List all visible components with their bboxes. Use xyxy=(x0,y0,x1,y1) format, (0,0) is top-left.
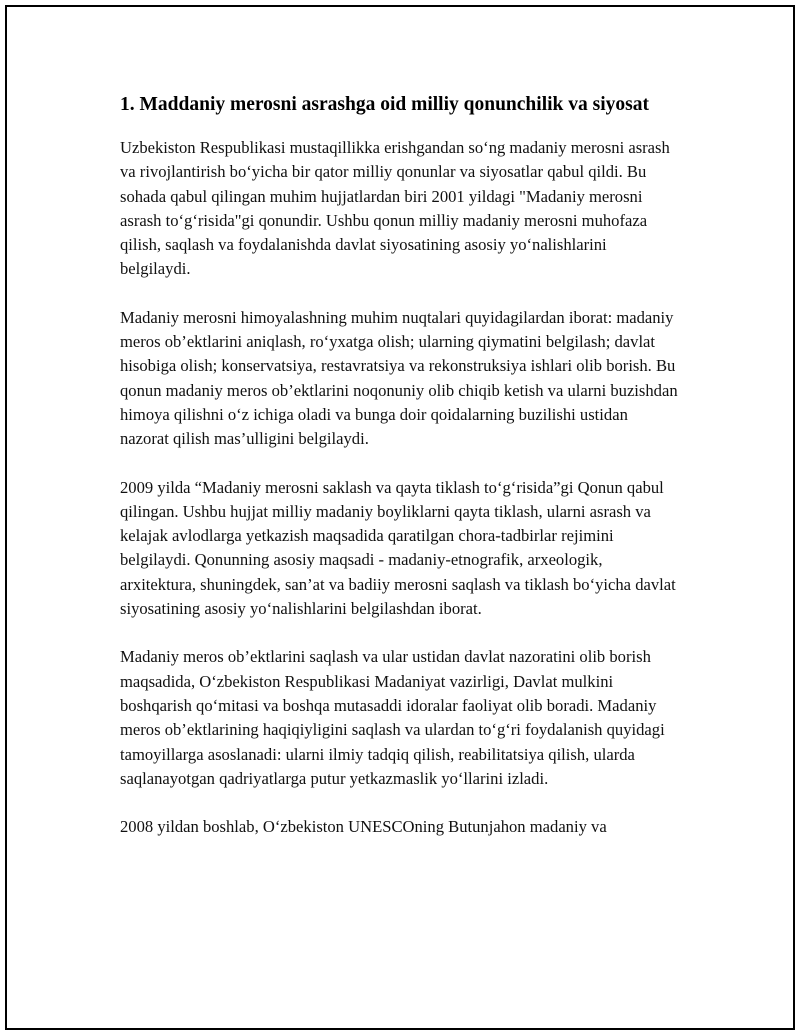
document-page xyxy=(5,5,795,1030)
document-body xyxy=(120,91,680,863)
paragraph: 2008 yildan boshlab, O‘zbekiston UNESCOning Butunjahon madaniy va xyxy=(120,817,607,837)
paragraph: 2009 yilda “Madaniy merosni saklash va qayta tiklash to‘g‘risida”gi Qonun qabul qilingan. Ushbu hujjat milliy madaniy boyliklarni qayta tiklash, ularni asrash va kelajak avlodlarga yetkazish maqsadida qaratilgan chora-tadbirlar rejimini belgilaydi. Qonunning asosiy maqsadi - madaniy-etnografik, arxeologik, arxitektura, shuningdek, san’at va badiiy merosni saqlash va tiklash bo‘yicha davlat siyosatining asosiy yo‘nalishlarini belgilashdan iborat. xyxy=(120,477,676,619)
paragraph: Madaniy merosni himoyalashning muhim nuqtalari quyidagilardan iborat: madaniy meros ob’ektlarini aniqlash, ro‘yxatga olish; ularning qiymatini belgilash; davlat hisobiga olish; konservatsiya, restavratsiya va rekonstruksiya ishlari olib borish. Bu qonun madaniy meros ob’ektlarini noqonuniy olib chiqib ketish va ularni buzishdan himoya qilishni o‘z ichiga oladi va bunga doir qoidalarning buzilishi ustidan nazorat qilish mas’ulligini belgilaydi. xyxy=(120,307,678,449)
section-heading: 1. Maddaniy merosni asrashga oid milliy qonunchilik va siyosat xyxy=(120,94,649,115)
paragraph: Uzbekiston Respublikasi mustaqillikka erishgandan so‘ng madaniy merosni asrash va rivojlantirish bo‘yicha bir qator milliy qonunlar va siyosatlar qabul qildi. Bu sohada qabul qilingan muhim hujjatlardan biri 2001 yildagi "Madaniy merosni asrash to‘g‘risida"gi qonundir. Ushbu qonun milliy madaniy merosni muhofaza qilish, saqlash va foydalanishda davlat siyosatining asosiy yo‘nalishlarini belgilaydi. xyxy=(120,138,670,279)
paragraph: Madaniy meros ob’ektlarini saqlash va ular ustidan davlat nazoratini olib borish maqsadida, O‘zbekiston Respublikasi Madaniyat vazirligi, Davlat mulkini boshqarish qo‘mitasi va boshqa mutasaddi idoralar faoliyat olib boradi. Madaniy meros ob’ektlarining haqiqiyligini saqlash va ulardan to‘g‘ri foydalanish quyidagi tamoyillarga asoslanadi: ularni ilmiy tadqiq qilish, reabilitatsiya qilish, ularda saqlanayotgan qadriyatlarga putur yetkazmaslik yo‘llarini izladi. xyxy=(120,647,665,788)
